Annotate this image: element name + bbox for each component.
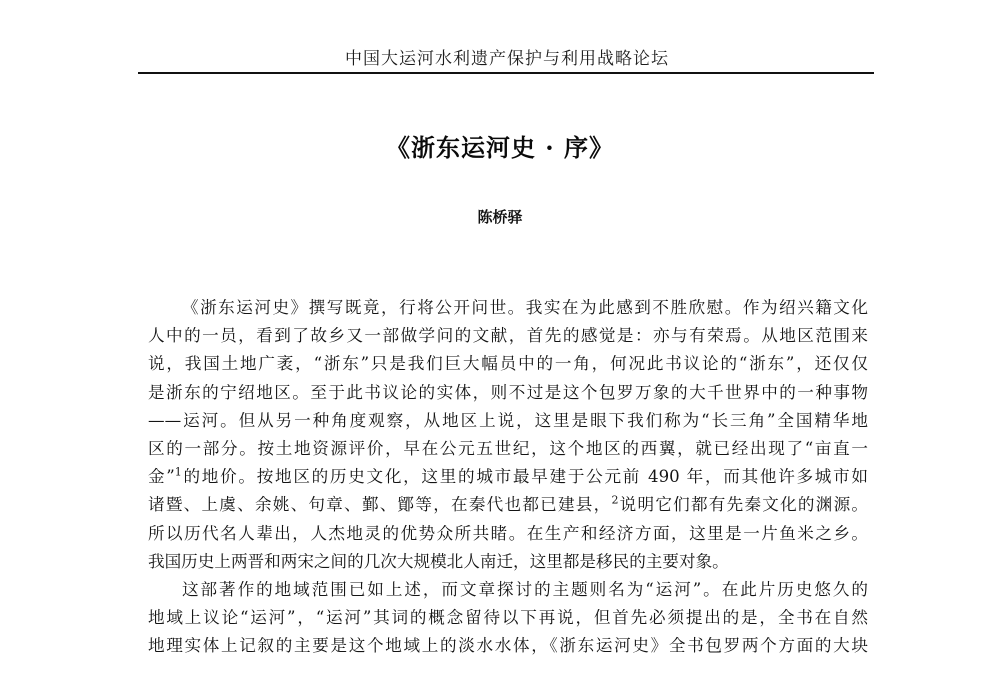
text-line: 所以历代名人辈出，人杰地灵的优势众所共睹。在生产和经济方面，这里是一片鱼米之乡。 <box>148 523 868 543</box>
text-line: 地域上议论“运河”，“运河”其词的概念留待以下再说，但首先必须提出的是，全书在自然 <box>148 608 868 628</box>
footnote-marker: 1 <box>174 465 182 479</box>
text-segment: 的地价。按地区的历史文化，这里的城市最早建于公元前 490 年，而其他许多城市如 <box>181 467 868 487</box>
author-name: 陈桥驿 <box>477 208 523 226</box>
text-line: 是浙东的宁绍地区。至于此书议论的实体，则不过是这个包罗万象的大千世界中的一种事物 <box>148 382 868 402</box>
article-body <box>148 294 868 660</box>
footnote-marker: 2 <box>611 493 619 507</box>
text-line: 这部著作的地域范围已如上述，而文章探讨的主题则名为“运河”。在此片历史悠久的 <box>182 579 868 599</box>
header-rule <box>138 72 874 74</box>
text-line: 我国历史上两晋和两宋之间的几次大规模北人南迁，这里都是移民的主要对象。 <box>148 551 729 571</box>
running-header: 中国大运河水利遗产保护与利用战略论坛 <box>345 49 669 69</box>
text-line: 地理实体上记叙的主要是这个地域上的淡水水体，《浙东运河史》全书包罗两个方面的大块 <box>148 636 868 656</box>
text-line: 区的一部分。按土地资源评价，早在公元五世纪，这个地区的西翼，就已经出现了“亩直一 <box>148 438 868 458</box>
text-line: 说，我国土地广袤，“浙东”只是我们巨大幅员中的一角，何况此书议论的“浙东”，还仅仅 <box>148 354 868 374</box>
text-segment: 金” <box>148 467 175 487</box>
text-segment: 诸暨、上虞、余姚、句章、鄞、鄮等，在秦代也都已建县， <box>148 495 612 515</box>
text-segment: 说明它们都有先秦文化的渊源。 <box>618 495 869 515</box>
text-line: ——运河。但从另一种角度观察，从地区上说，这里是眼下我们称为“长三角”全国精华地 <box>148 410 868 430</box>
text-line <box>148 491 868 519</box>
text-line: 《浙东运河史》撰写既竟，行将公开问世。我实在为此感到不胜欣慰。作为绍兴籍文化 <box>182 298 868 317</box>
text-line <box>148 463 868 491</box>
text-line: 人中的一员，看到了故乡又一部做学问的文献，首先的感觉是：亦与有荣焉。从地区范围来 <box>148 326 868 346</box>
article-title: 《浙东运河史 · 序》 <box>385 133 615 162</box>
